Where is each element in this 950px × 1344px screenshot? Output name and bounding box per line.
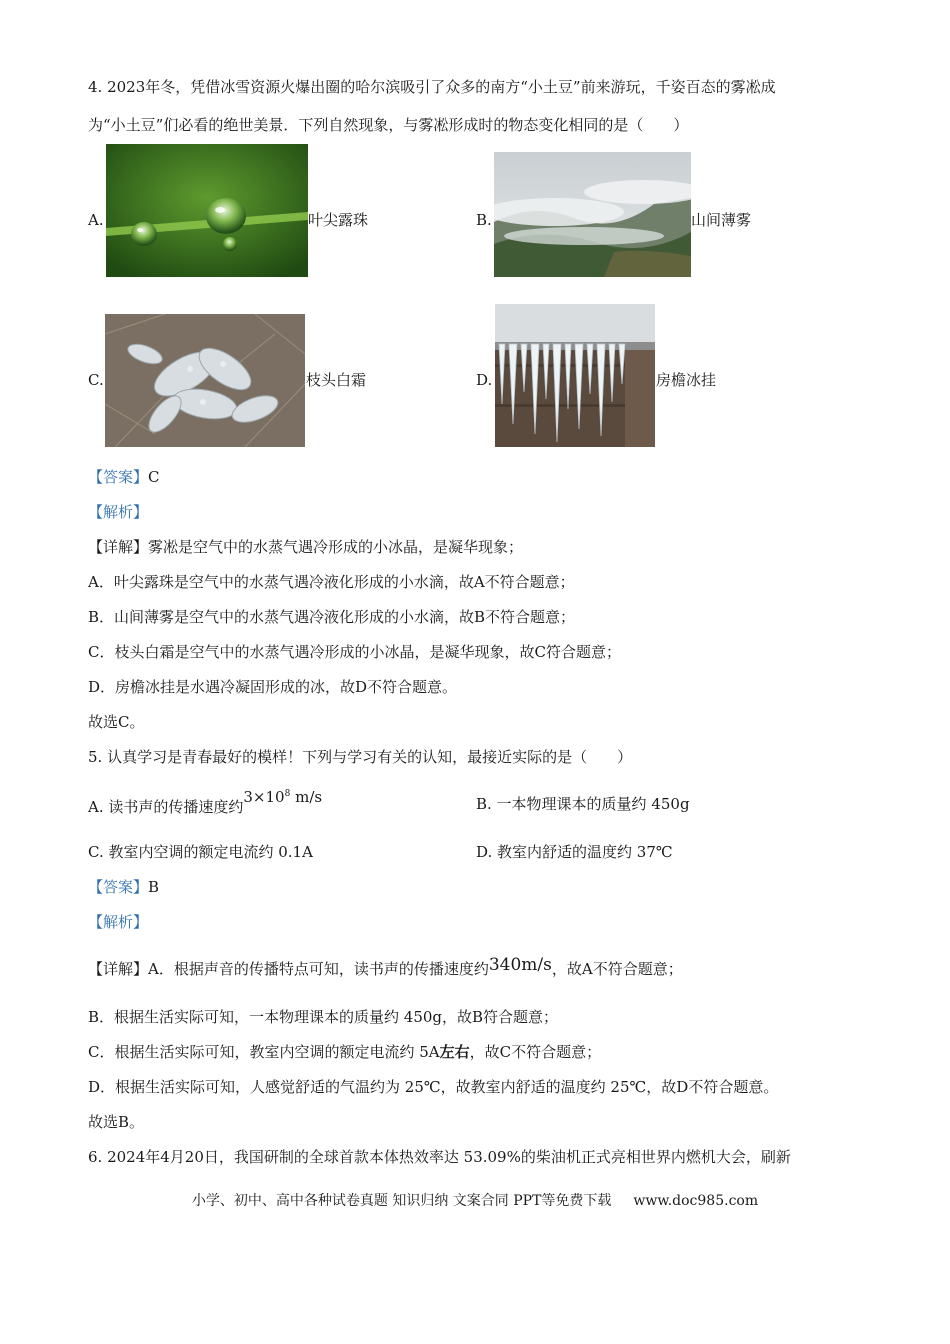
- q5-stem: 5. 认真学习是青春最好的模样！下列与学习有关的认知，最接近实际的是（ ）: [88, 748, 633, 766]
- q4-answer-value: C: [148, 468, 160, 486]
- q4-answer: [88, 466, 160, 488]
- q5-option-a-math: [243, 788, 322, 806]
- q5-option-a: [88, 788, 323, 818]
- q5-analysis-heading: [88, 911, 148, 933]
- q4-option-d-letter: D.: [476, 371, 493, 389]
- q5-detail-c: [88, 1041, 601, 1063]
- q4-option-a-letter: A.: [88, 211, 104, 229]
- q4-analysis-heading: [88, 501, 148, 523]
- q5-option-b: B. 一本物理课本的质量约 450g: [476, 795, 690, 813]
- q5-detail-tag: 【详解】: [88, 960, 149, 978]
- q4-stem-line1: 4. 2023年冬，凭借冰雪资源火爆出圈的哈尔滨吸引了众多的南方“小土豆”前来游玩，千姿百态的雾凇成: [88, 78, 776, 96]
- footer-text: 小学、初中、高中各种试卷真题 知识归纳 文案合同 PPT等免费下载: [191, 1193, 612, 1209]
- q4-detail-d: D．房檐冰挂是水遇冷凝固形成的冰，故D不符合题意。: [88, 678, 458, 696]
- q4-option-c-letter: C.: [88, 371, 104, 389]
- q4-stem-line2: 为“小土豆”们必看的绝世美景．下列自然现象，与雾凇形成时的物态变化相同的是（ ）: [88, 116, 689, 134]
- q5-analysis-tag: 【解析】: [88, 913, 149, 931]
- q5-detail-a-suffix: ，故A不符合题意；: [551, 960, 683, 978]
- q4-detail-tag: 【详解】: [88, 538, 149, 556]
- page-footer: [0, 1190, 950, 1210]
- q4-detail-intro: [88, 536, 523, 558]
- q5-detail-c-prefix: C．根据生活实际可知，教室内空调的额定电流约 5A: [88, 1043, 440, 1061]
- q5-detail-a-prefix: A．根据声音的传播特点可知，读书声的传播速度约: [148, 960, 489, 978]
- frost-photo: [105, 314, 305, 447]
- dewdrop-photo: [106, 144, 308, 277]
- q4-conclusion: 故选C。: [88, 713, 145, 731]
- q4-detail-intro-text: 雾凇是空气中的水蒸气遇冷形成的小冰晶，是凝华现象；: [148, 538, 524, 556]
- q5-detail-c-bold: 左右: [439, 1043, 470, 1061]
- q4-detail-c: C．枝头白霜是空气中的水蒸气遇冷形成的小冰晶，是凝华现象，故C符合题意；: [88, 643, 621, 661]
- q4-option-c-caption: 枝头白霜: [306, 371, 367, 389]
- q4-analysis-tag: 【解析】: [88, 503, 149, 521]
- q4-option-d-caption: 房檐冰挂: [656, 371, 717, 389]
- q5-conclusion: 故选B。: [88, 1113, 145, 1131]
- footer-url[interactable]: www.doc985.com: [633, 1193, 759, 1209]
- q4-option-a-caption: 叶尖露珠: [308, 211, 369, 229]
- icicles-photo: [495, 304, 655, 447]
- q4-option-b-caption: 山间薄雾: [691, 211, 752, 229]
- q5-answer: [88, 876, 159, 898]
- q5-detail-a-value: 340m/s: [488, 955, 552, 975]
- q6-stem-line1: 6. 2024年4月20日，我国研制的全球首款本体热效率达 53.09%的柴油机正式亮相世界内燃机大会，刷新: [88, 1148, 791, 1166]
- q4-detail-a: A．叶尖露珠是空气中的水蒸气遇冷液化形成的小水滴，故A不符合题意；: [88, 573, 575, 591]
- q5-detail-c-suffix: ，故C不符合题意；: [469, 1043, 602, 1061]
- q5-option-a-exp: 8: [284, 789, 291, 799]
- q5-option-d: D. 教室内舒适的温度约 37℃: [476, 843, 673, 861]
- q5-option-a-coef: 3×10: [243, 788, 285, 806]
- q4-answer-tag: 【答案】: [88, 468, 149, 486]
- q5-detail-d: D．根据生活实际可知，人感觉舒适的气温约为 25℃，故教室内舒适的温度约 25℃，故D不符合题意。: [88, 1078, 779, 1096]
- q5-option-a-prefix: A. 读书声的传播速度约: [88, 798, 244, 816]
- q4-detail-b: B．山间薄雾是空气中的水蒸气遇冷液化形成的小水滴，故B不符合题意；: [88, 608, 576, 626]
- q4-option-b-letter: B.: [476, 211, 492, 229]
- q5-option-a-unit: m/s: [295, 788, 323, 806]
- q5-answer-value: B: [148, 878, 160, 896]
- q5-option-c: C. 教室内空调的额定电流约 0.1A: [88, 843, 313, 861]
- q5-detail-b: B．根据生活实际可知，一本物理课本的质量约 450g，故B符合题意；: [88, 1008, 559, 1026]
- q5-detail-a: [88, 955, 683, 980]
- q5-answer-tag: 【答案】: [88, 878, 149, 896]
- mountain-mist-photo: [494, 152, 691, 277]
